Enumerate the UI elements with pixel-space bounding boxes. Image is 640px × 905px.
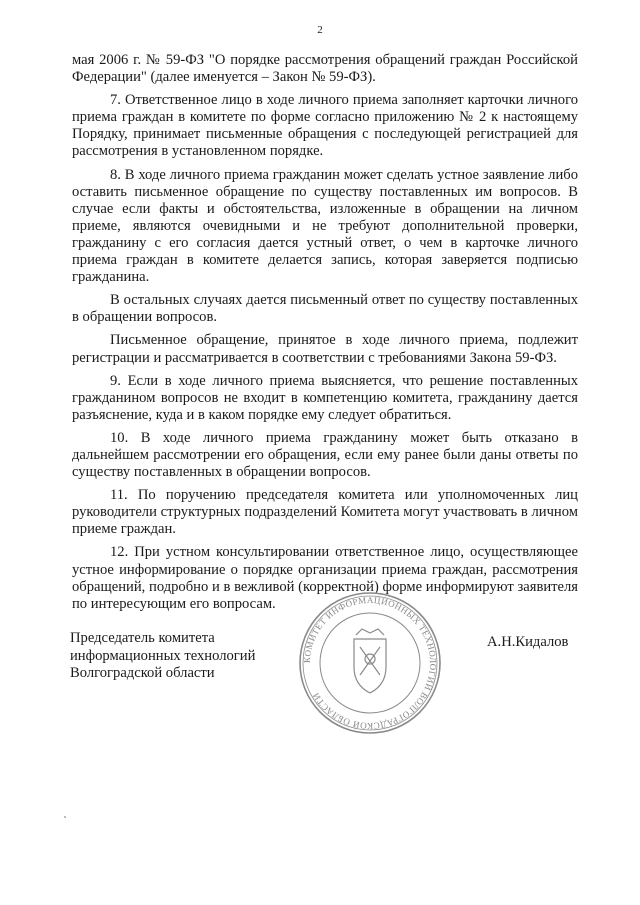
signatory-title [70,630,255,683]
signatory-name: А.Н.Кидалов [487,634,569,650]
paragraph-item-12: 12. При устном консультировании ответственное лицо, осуществляющее устное информирование о порядке организации приема граждан, рассмотрения обращений, подробно и в вежливой (корректной) форме информируют заявителя по интересующим его вопросам. [72,544,578,612]
paragraph-other-cases: В остальных случаях дается письменный ответ по существу поставленных в обращении вопросов. [72,292,578,326]
signatory-title-line-3: Волгоградской области [70,665,215,681]
official-seal-icon [296,589,444,737]
paragraph-item-8: 8. В ходе личного приема гражданин может сделать устное заявление либо оставить письменное обращение по существу поставленных им вопросов. В случае если факты и обстоятельства, изложенные в обращении на личном приеме, являются очевидными и не требуют дополнительной проверки, гражданину с его согласия дается устный ответ, о чем в карточке личного приема граждан в комитете делается запись, которая заверяется подписью гражданина. [72,166,578,286]
scan-artifact [64,816,66,818]
signatory-title-line-1: Председатель комитета [70,630,215,646]
document-body [72,52,578,619]
coat-of-arms-icon [354,629,386,693]
seal-text: КОМИТЕТ ИНФОРМАЦИОННЫХ ТЕХНОЛОГИЙ ВОЛГОГРАДСКОЙ ОБЛАСТИ [301,594,439,732]
paragraph-item-10: 10. В ходе личного приема гражданину может быть отказано в дальнейшем рассмотрении его обращения, если ему ранее были даны ответы по существу поставленных в обращении вопросов. [72,429,578,481]
signatory-title-line-2: информационных технологий [70,647,256,664]
svg-text:КОМИТЕТ ИНФОРМАЦИОННЫХ ТЕХНОЛО [302,595,438,731]
paragraph-item-9: 9. Если в ходе личного приема выясняется, что решение поставленных гражданином вопросов не входит в компетенцию комитета, гражданину дается разъяснение, куда и в каком порядке ему следует обратиться. [72,372,578,423]
paragraph-continuation: мая 2006 г. № 59-ФЗ "О порядке рассмотрения обращений граждан Российской Федерации" (далее именуется – Закон № 59-ФЗ). [72,52,578,86]
paragraph-written-appeal: Письменное обращение, принятое в ходе личного приема, подлежит регистрации и рассматривается в соответствии с требованиями Закона 59-ФЗ. [72,332,578,366]
paragraph-item-11: 11. По поручению председателя комитета или уполномоченных лиц руководители структурных подразделений Комитета могут участвовать в личном приеме граждан. [72,487,578,538]
page-number: 2 [317,24,323,36]
paragraph-item-7: 7. Ответственное лицо в ходе личного приема заполняет карточки личного приема граждан в комитете по форме согласно приложению № 2 к настоящему Порядку, принимает письменные обращения с последующей регистрацией для рассмотрения в установленном порядке. [72,92,578,160]
